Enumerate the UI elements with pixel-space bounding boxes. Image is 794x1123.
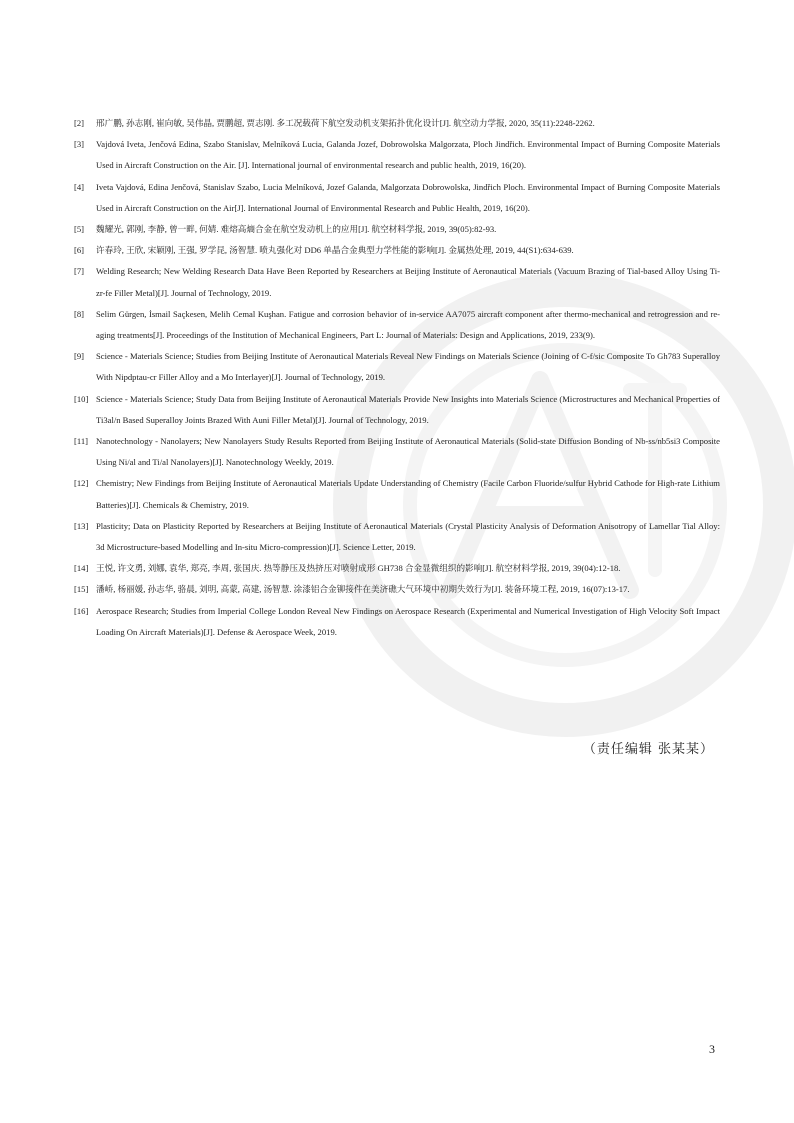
reference-item-2: [74, 113, 720, 134]
reference-item-8: [74, 304, 720, 346]
reference-text: Welding Research; New Welding Research Data Have Been Reported by Researchers at Beijing Institute of Aeronautical Materials (Vacuum Brazing of Tial-based Alloy Using Ti-zr-fe Filler Metal)[J]. Journal of Technology, 2019.: [96, 266, 720, 298]
reference-number: [16]: [74, 605, 89, 616]
page-number: 3: [709, 1042, 715, 1056]
reference-number: [5]: [74, 224, 85, 235]
reference-item-7: [74, 261, 720, 303]
reference-number: [6]: [74, 245, 85, 256]
reference-number: [13]: [74, 520, 89, 531]
reference-text: 许春玲, 王欣, 宋颖刚, 王强, 罗学昆, 汤智慧. 喷丸强化对 DD6 单晶合金典型力学性能的影响[J]. 金属热处理, 2019, 44(S1):634-639.: [96, 245, 574, 256]
reference-text: 邢广鹏, 孙志刚, 崔向敏, 吴伟晶, 贾鹏超, 贾志刚. 多工况载荷下航空发动机支架拓扑优化设计[J]. 航空动力学报, 2020, 35(11):2248-2262.: [96, 118, 595, 128]
reference-text: Nanotechnology - Nanolayers; New Nanolayers Study Results Reported from Beijing Institute of Aeronautical Materials (Solid-state Diffusion Bonding of Nb-ss/nb5si3 Composite Using Ni/al and Ti/al Nanolayers)[J]. Nanotechnology Weekly, 2019.: [96, 436, 720, 468]
reference-number: [11]: [74, 436, 88, 447]
reference-text: Selim Gürgen, İsmail Saçkesen, Melih Cemal Kuşhan. Fatigue and corrosion behavior of in-service AA7075 aircraft component after thermo-mechanical and retrogression and re-aging treatments[J]. Proceedings of the Institution of Mechanical Engineers, Part L: Journal of Materials: Design and Applications, 2019, 233(9).: [96, 308, 720, 341]
reference-text: 魏耀光, 郭刚, 李静, 曾一畔, 何婧. 难熔高熵合金在航空发动机上的应用[J]. 航空材料学报, 2019, 39(05):82-93.: [96, 224, 497, 235]
reference-item-9: [74, 346, 720, 388]
reference-text: Vajdová Iveta, Jenčová Edina, Szabo Stanislav, Melníková Lucia, Galanda Jozef, Dobrowolska Malgorzata, Ploch Jindřich. Environmental Impact of Burning Composite Materials Used in Aircraft Construction on the Air. [J]. International journal of environmental research and public health, 2019, 16(20).: [96, 139, 720, 171]
reference-item-14: [74, 558, 720, 579]
reference-list: [74, 113, 720, 643]
reference-text: Science - Materials Science; Study Data from Beijing Institute of Aeronautical Materials Provide New Insights into Materials Science (Microstructures and Mechanical Properties of Ti3al/n Based Superalloy Joints Brazed With Auni Filler Metal)[J]. Journal of Technology, 2019.: [96, 393, 720, 425]
reference-number: [3]: [74, 139, 85, 150]
reference-number: [9]: [74, 351, 85, 362]
reference-number: [12]: [74, 478, 89, 489]
reference-item-4: [74, 177, 720, 219]
reference-text: Aerospace Research; Studies from Imperial College London Reveal New Findings on Aerospace Research (Experimental and Numerical Investigation of High Velocity Soft Impact Loading On Aircraft Materials)[J]. Defense & Aerospace Week, 2019.: [96, 605, 720, 637]
reference-item-12: [74, 473, 720, 515]
reference-item-16: [74, 601, 720, 643]
reference-text: 潘峤, 杨丽媛, 孙志华, 骆晨, 刘明, 高蒙, 高建, 汤智慧. 涂漆铝合金铆接件在美济礁大气环境中初期失效行为[J]. 装备环境工程, 2019, 16(07):13-17.: [96, 584, 630, 595]
reference-item-13: [74, 516, 720, 558]
reference-text: Science - Materials Science; Studies from Beijing Institute of Aeronautical Materials Reveal New Findings on Materials Science (Joining of C-f/sic Composite To Gh783 Superalloy With Nipdptau-cr Filler Alloy and a Mo Interlayer)[J]. Journal of Technology, 2019.: [96, 351, 720, 383]
reference-text: Iveta Vajdová, Edina Jenčová, Stanislav Szabo, Lucia Melníková, Jozef Galanda, Malgorzata Dobrowolska, Jindřich Ploch. Environmental Impact of Burning Composite Materials Used in Aircraft Construction on the Air[J]. International Journal of Environmental Research and Public Health, 2019, 16(20).: [96, 181, 720, 213]
reference-text: 王悦, 许文勇, 刘娜, 袁华, 郑亮, 李周, 张国庆. 热等静压及热挤压对喷射成形 GH738 合金显微组织的影响[J]. 航空材料学报, 2019, 39(04):12-18.: [96, 563, 621, 574]
reference-number: [7]: [74, 266, 85, 277]
reference-item-6: [74, 240, 720, 261]
reference-number: [14]: [74, 563, 89, 574]
reference-item-11: [74, 431, 720, 473]
reference-number: [10]: [74, 393, 89, 404]
reference-text: Plasticity; Data on Plasticity Reported by Researchers at Beijing Institute of Aeronautical Materials (Crystal Plasticity Analysis of Deformation Anisotropy of Lamellar Tial Alloy: 3d Microstructure-based Modelling and In-situ Micro-compression)[J]. Science Letter, 2019.: [96, 520, 720, 553]
reference-item-3: [74, 134, 720, 176]
reference-number: [15]: [74, 584, 89, 595]
reference-item-15: [74, 579, 720, 600]
reference-item-10: [74, 389, 720, 431]
editor-note: （责任编辑 张某某）: [582, 742, 714, 757]
reference-number: [2]: [74, 118, 85, 128]
reference-number: [4]: [74, 181, 85, 192]
reference-number: [8]: [74, 308, 85, 319]
reference-text: Chemistry; New Findings from Beijing Institute of Aeronautical Materials Update Understanding of Chemistry (Facile Carbon Fluoride/sulfur Hybrid Cathode for High-rate Lithium Batteries)[J]. Chemicals & Chemistry, 2019.: [96, 478, 720, 510]
reference-item-5: [74, 219, 720, 240]
